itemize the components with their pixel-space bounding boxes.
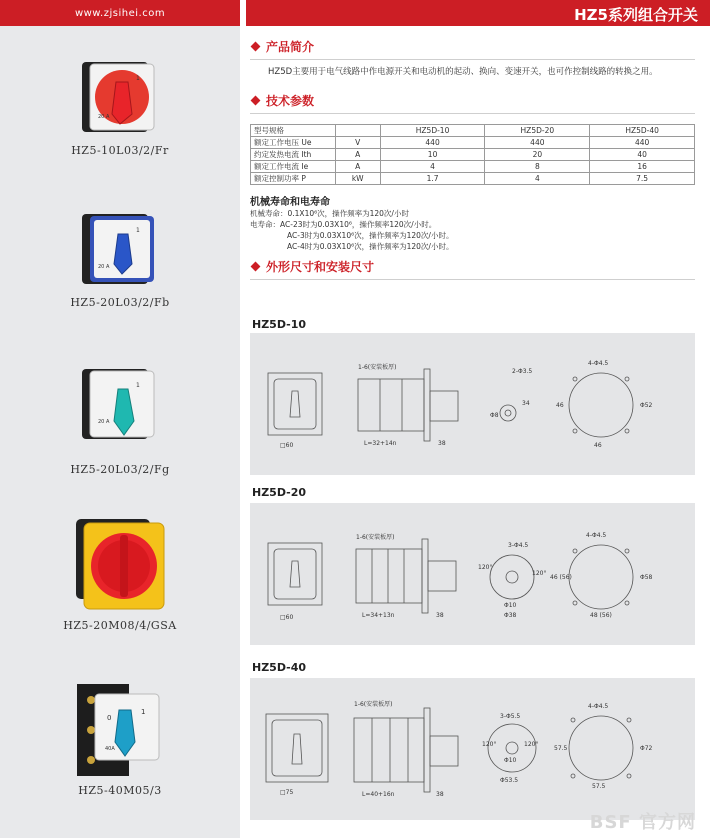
dim-label: Φ52 (640, 402, 653, 409)
intro-paragraph: HZ5D主要用于电气线路中作电源开关和电动机的起动、换向、变速开关，也可作控制线路的转换之用。 (268, 67, 658, 77)
spec-cell: 额定工作电流 Ie (251, 161, 336, 173)
life-line: 电寿命：AC-23时为0.03X10⁶，操作频率120次/小时。 (250, 220, 437, 229)
website-url[interactable]: www.zjsihei.com (0, 0, 240, 26)
main-content (250, 26, 695, 280)
svg-text:1: 1 (136, 75, 140, 82)
dim-label: Φ53.5 (500, 777, 519, 784)
svg-text:20 A: 20 A (98, 264, 110, 270)
spec-cell: 约定发热电流 Ith (251, 149, 336, 161)
spec-header-cell: HZ5D-40 (590, 125, 695, 137)
model-label: HZ5D-40 (252, 661, 307, 674)
spec-cell: 440 (590, 137, 695, 149)
model-label: HZ5D-20 (252, 486, 307, 499)
product-caption: HZ5-20L03/2/Fb (70, 296, 170, 309)
product-caption: HZ5-20L03/2/Fg (70, 463, 170, 476)
spec-cell: 10 (380, 149, 485, 161)
dimension-drawing (250, 503, 695, 645)
spec-heading: 技术参数 (266, 94, 315, 108)
divider (250, 279, 695, 280)
dim-label: L=32+14n (364, 440, 397, 447)
life-line: AC-3时为0.03X10⁶次，操作频率为120次/小时。 (287, 231, 454, 240)
dim-label: 4-Φ4.5 (588, 703, 609, 710)
spec-cell: A (335, 149, 380, 161)
dimension-drawing (250, 678, 695, 820)
dim-label: 1-6(安装板厚) (358, 364, 397, 371)
dim-label: Φ8 (490, 412, 499, 419)
spec-cell: V (335, 137, 380, 149)
spec-cell: kW (335, 173, 380, 185)
spec-header-row (251, 125, 695, 137)
table-row (251, 149, 695, 161)
life-heading: 机械寿命和电寿命 (250, 197, 330, 208)
spec-header-cell (335, 125, 380, 137)
spec-cell: 1.7 (380, 173, 485, 185)
divider (250, 59, 695, 60)
spec-cell: 440 (380, 137, 485, 149)
dim-label: Φ72 (640, 745, 653, 752)
spec-cell: 440 (485, 137, 590, 149)
header-divider (240, 0, 246, 26)
drawing-panel (250, 678, 695, 820)
dim-label: 46 (556, 402, 564, 409)
dim-label: 1-6(安装板厚) (356, 534, 395, 541)
product-caption: HZ5-20M08/4/GSA (63, 619, 177, 632)
dim-label: 2-Φ3.5 (512, 368, 533, 375)
switch-photo (72, 515, 168, 615)
model-label: HZ5D-10 (252, 318, 307, 331)
dim-label: 34 (522, 400, 530, 407)
dim-label: 3-Φ4.5 (508, 542, 529, 549)
page-header (240, 0, 710, 26)
dim-label: L=40+16n (362, 791, 395, 798)
table-row (251, 161, 695, 173)
switch-photo (75, 680, 165, 780)
switch-photo (80, 210, 160, 292)
drawing-panel (250, 333, 695, 475)
life-line: AC-4时为0.03X10⁶次，操作频率为120次/小时。 (287, 242, 454, 251)
spec-cell: 40 (590, 149, 695, 161)
diamond-icon (251, 262, 261, 272)
dim-label: 120° (478, 564, 493, 571)
svg-text:20 A: 20 A (98, 114, 110, 120)
spec-header-cell: 型号规格 (251, 125, 336, 137)
switch-photo (80, 58, 160, 140)
dim-label: Φ10 (504, 757, 517, 764)
dim-label: L=34+13n (362, 612, 395, 619)
svg-text:1: 1 (136, 382, 140, 389)
dim-label: 46 (594, 442, 602, 449)
section-heading (250, 258, 695, 275)
dim-label: 38 (438, 440, 446, 447)
sidebar (0, 0, 240, 838)
product-card (0, 210, 240, 309)
dim-label: 57.5 (592, 783, 606, 790)
product-card (0, 58, 240, 157)
dim-label: 46 (56) (550, 574, 572, 581)
section-heading (250, 38, 695, 55)
svg-text:40A: 40A (105, 746, 115, 752)
svg-text:1: 1 (136, 227, 140, 234)
watermark-logo: BSF 官方网 (589, 812, 696, 833)
spec-cell: 4 (380, 161, 485, 173)
dim-label: 120° (532, 570, 547, 577)
dim-label: 48 (56) (590, 612, 612, 619)
product-card (0, 680, 240, 797)
spec-cell: 4 (485, 173, 590, 185)
dims-heading: 外形尺寸和安装尺寸 (266, 260, 375, 274)
dim-label: □60 (280, 614, 294, 621)
product-card (0, 365, 240, 476)
table-row (251, 173, 695, 185)
spec-cell: 20 (485, 149, 590, 161)
dim-label: 4-Φ4.5 (586, 532, 607, 539)
dim-label: □60 (280, 442, 294, 449)
dim-label: 38 (436, 612, 444, 619)
diamond-icon (251, 96, 261, 106)
dim-label: Φ10 (504, 602, 517, 609)
spec-header-cell: HZ5D-20 (485, 125, 590, 137)
dim-label: 120° (524, 741, 539, 748)
dim-label: Φ38 (504, 612, 517, 619)
dim-label: 38 (436, 791, 444, 798)
spec-cell: 额定控制功率 P (251, 173, 336, 185)
svg-text:20 A: 20 A (98, 419, 110, 425)
intro-heading: 产品简介 (266, 40, 315, 54)
dim-label: 57.5 (554, 745, 568, 752)
page-title: HZ5系列组合开关 (574, 6, 698, 24)
spec-header-cell: HZ5D-10 (380, 125, 485, 137)
spec-cell: 额定工作电压 Ue (251, 137, 336, 149)
dim-label: 4-Φ4.5 (588, 360, 609, 367)
product-caption: HZ5-10L03/2/Fr (71, 144, 169, 157)
table-row (251, 137, 695, 149)
life-line: 机械寿命：0.1X10⁶次，操作频率为120次/小时 (250, 209, 409, 218)
dim-label: 1-6(安装板厚) (354, 701, 393, 708)
dim-label: 120° (482, 741, 497, 748)
product-caption: HZ5-40M05/3 (78, 784, 162, 797)
dim-label: □75 (280, 789, 294, 796)
spec-cell: 8 (485, 161, 590, 173)
spec-table (250, 124, 695, 185)
spec-cell: A (335, 161, 380, 173)
dimension-drawing (250, 333, 695, 475)
divider (250, 113, 695, 114)
switch-photo (80, 365, 160, 447)
spec-cell: 7.5 (590, 173, 695, 185)
product-card (0, 515, 240, 632)
svg-text:1: 1 (141, 708, 146, 716)
spec-cell: 16 (590, 161, 695, 173)
diamond-icon (251, 42, 261, 52)
dim-label: 3-Φ5.5 (500, 713, 521, 720)
section-heading (250, 92, 695, 109)
svg-text:0: 0 (107, 714, 112, 722)
dim-label: Φ58 (640, 574, 653, 581)
drawing-panel (250, 503, 695, 645)
